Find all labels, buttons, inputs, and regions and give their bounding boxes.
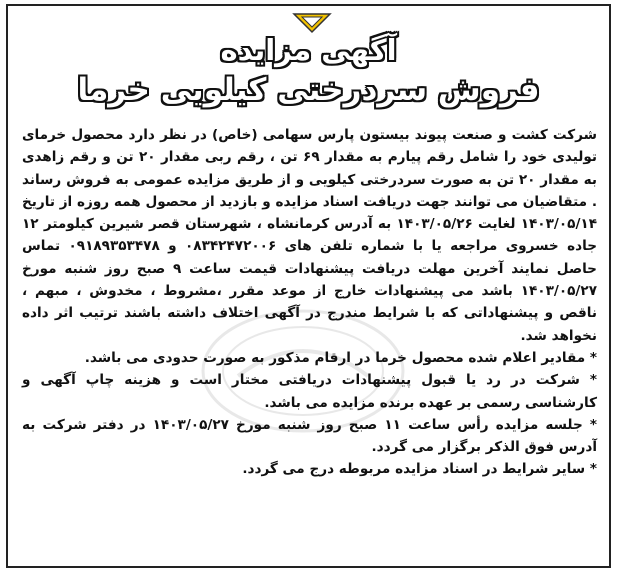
notice-frame — [6, 4, 611, 568]
notice-bullet-2: * شرکت در رد یا قبول پیشنهادات دریافتی مختار است و هزینه چاپ آگهی و کارشناسی رسمی بر عهده برنده مزایده می باشد. — [22, 372, 597, 411]
notice-body — [22, 124, 597, 481]
notice-header — [8, 6, 609, 118]
notice-bullet-4: * سایر شرایط در اسناد مزایده مربوطه درج می گردد. — [242, 461, 597, 478]
notice-subtitle: فروش سردرختی کیلویی خرما — [77, 72, 540, 108]
notice-title: آگهی مزایده — [220, 33, 397, 67]
notice-bullet-3: * جلسه مزایده رأس ساعت ۱۱ صبح روز شنبه مورخ ۱۴۰۳/۰۵/۲۷ در دفتر شرکت به آدرس فوق الذکر برگزار می گردد. — [22, 416, 597, 456]
notice-bullet-1: * مقادیر اعلام شده محصول خرما در ارقام مذکور به صورت حدودی می باشد. — [84, 349, 597, 366]
notice-intro-paragraph: شرکت کشت و صنعت پیوند بیستون پارس سهامی (خاص) در نظر دارد محصول خرمای تولیدی خود را شامل رقم پیارم به مقدار ۶۹ تن ، رقم ربی مقدار ۲۰ تن و رقم زاهدی به مقدار ۲۰ تن به صورت سردرختی کیلویی و از طریق مزایده عمومی به فروش رساند . متقاضیان می توانند جهت دریافت اسناد مزایده و بازدید از محصول همه روزه از تاریخ ۱۴۰۳/۰۵/۱۴ لغایت ۱۴۰۳/۰۵/۲۶ به آدرس کرمانشاه ، شهرستان قصر شیرین کیلومتر ۱۲ جاده خسروی مراجعه یا با شماره تلفن های ۰۸۳۴۲۴۷۲۰۰۶ و ۰۹۱۸۹۳۵۳۴۷۸ تماس حاصل نمایند آخرین مهلت دریافت پیشنهادات قیمت ساعت ۹ صبح روز شنبه مورخ ۱۴۰۳/۰۵/۲۷ باشد می پیشنهادات خارج از موعد مقرر ،مشروط ، مخدوش ، مبهم ، ناقص و پیشنهاداتی که با شرایط مندرج در آگهی اختلاف داشته باشند ترتیب اثر داده نخواهد شد. — [22, 127, 598, 344]
newspaper-logo-icon — [292, 12, 332, 34]
